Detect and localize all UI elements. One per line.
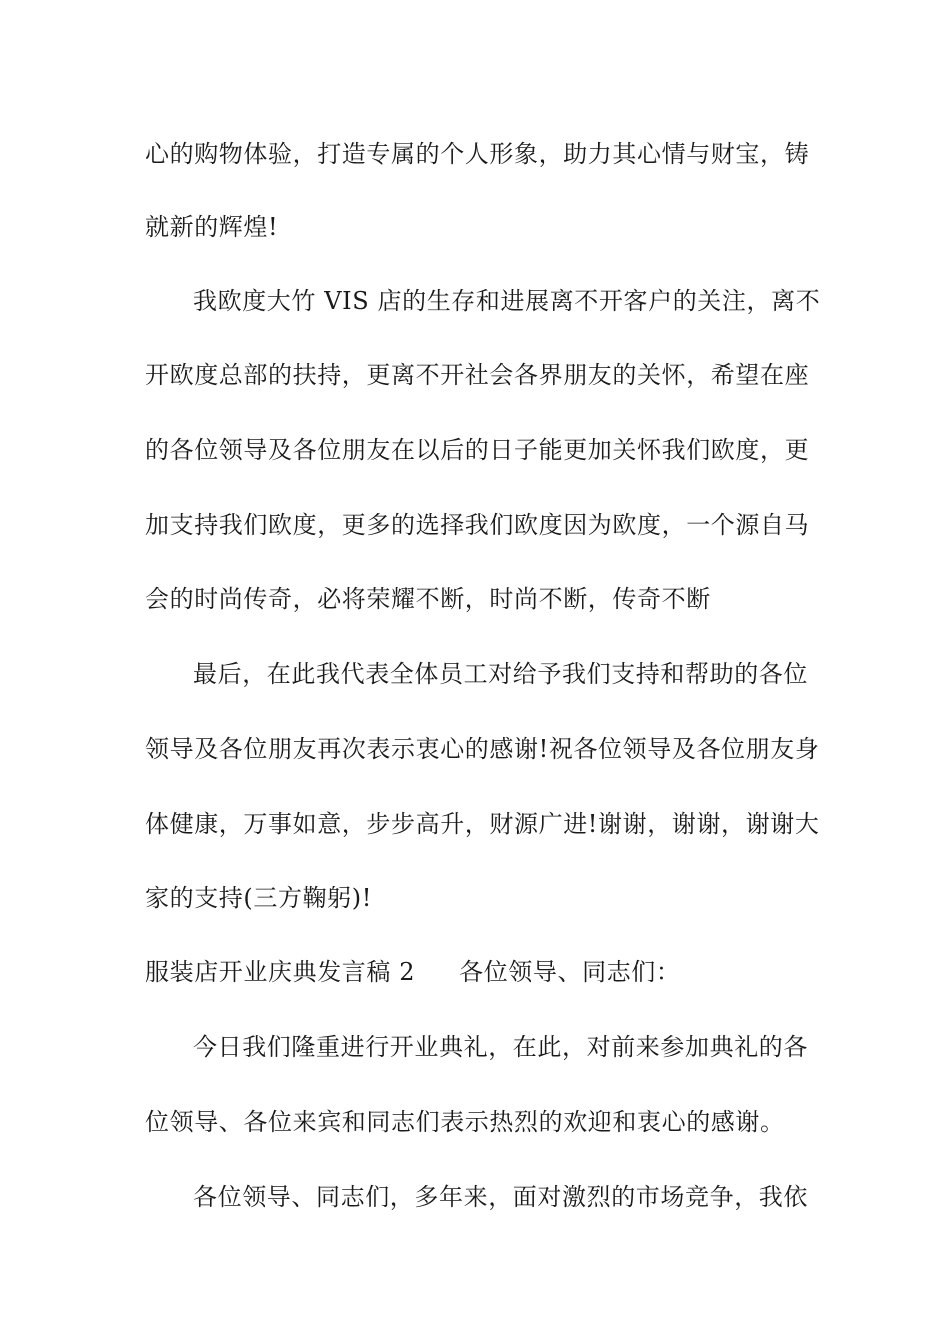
text-line: 领导及各位朋友再次表示衷心的感谢!祝各位领导及各位朋友身: [145, 735, 820, 763]
text-line: 位领导、各位来宾和同志们表示热烈的欢迎和衷心的感谢。: [145, 1108, 785, 1136]
text-line: 体健康，万事如意，步步高升，财源广进!谢谢，谢谢，谢谢大: [145, 810, 820, 838]
text-line: 心的购物体验，打造专属的个人形象，助力其心情与财宝，铸: [145, 140, 810, 168]
paragraph-first-line: 最后，在此我代表全体员工对给予我们支持和帮助的各位: [193, 660, 808, 688]
salutation: 各位领导、同志们：: [459, 958, 681, 986]
section-title: 服装店开业庆典发言稿 2: [145, 958, 416, 986]
paragraph-first-line: 我欧度大竹 VIS 店的生存和进展离不开客户的关注，离不: [193, 287, 821, 315]
text-line: 会的时尚传奇，必将荣耀不断，时尚不断，传奇不断: [145, 585, 711, 613]
text-line: 就新的辉煌!: [145, 213, 279, 241]
paragraph-first-line: 各位领导、同志们，多年来，面对激烈的市场竞争，我依: [193, 1183, 808, 1211]
text-line: 加支持我们欧度，更多的选择我们欧度因为欧度，一个源自马: [145, 511, 810, 539]
text-line: 家的支持(三方鞠躬)!: [145, 884, 372, 912]
text-line: 的各位领导及各位朋友在以后的日子能更加关怀我们欧度，更: [145, 436, 810, 464]
text-line: 开欧度总部的扶持，更离不开社会各界朋友的关怀，希望在座: [145, 361, 810, 389]
paragraph-first-line: 今日我们隆重进行开业典礼，在此，对前来参加典礼的各: [193, 1033, 808, 1061]
section-heading: [145, 957, 835, 987]
